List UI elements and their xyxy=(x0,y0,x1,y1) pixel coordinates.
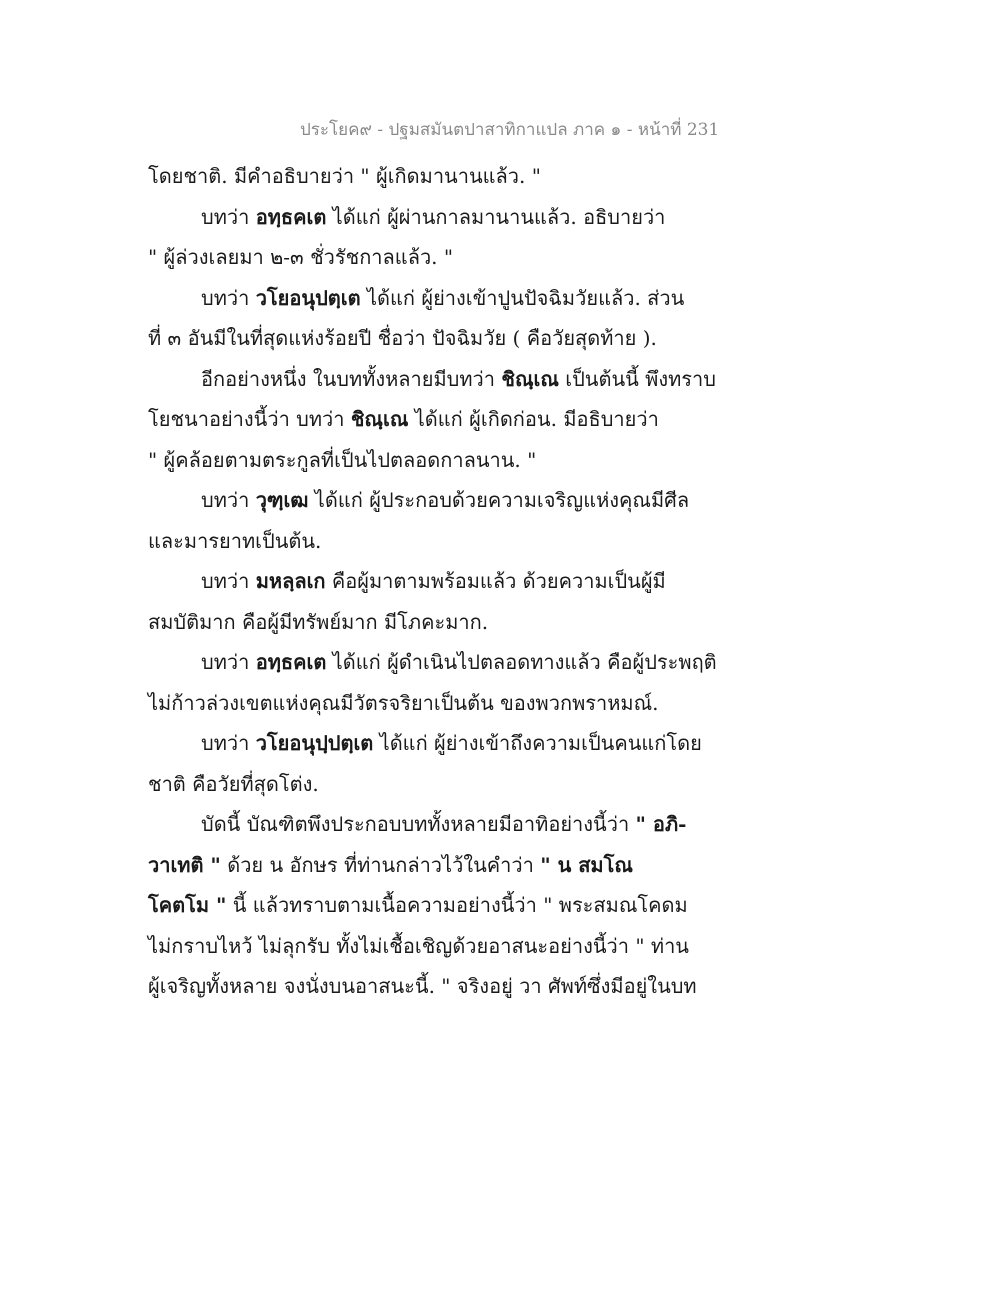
text-segment: ที่ ๓ อันมีในที่สุดแห่งร้อยปี ชื่อว่า ปัจฉิมวัย ( คือวัยสุดท้าย ). xyxy=(148,326,657,350)
text-line xyxy=(148,197,708,238)
text-segment: อีกอย่างหนึ่ง ในบททั้งหลายมีบทว่า xyxy=(201,366,502,391)
text-segment: บทว่า xyxy=(201,731,256,755)
bold-term: วาเทติ " xyxy=(148,852,221,877)
text-segment: ไม่กราบไหว้ ไม่ลุกรับ ทั้งไม่เชื้อเชิญด้วยอาสนะอย่างนี้ว่า " ท่าน xyxy=(148,933,689,958)
text-line xyxy=(148,521,708,562)
text-segment: ชาติ คือวัยที่สุดโต่ง. xyxy=(148,771,319,796)
text-segment: ได้แก่ ผู้เกิดก่อน. มีอธิบายว่า xyxy=(408,407,659,431)
text-segment: ไม่ก้าวล่วงเขตแห่งคุณมีวัตรจริยาเป็นต้น ของพวกพราหมณ์. xyxy=(148,690,659,715)
text-line xyxy=(148,602,708,643)
text-segment: บทว่า xyxy=(201,204,256,229)
text-line xyxy=(148,399,708,440)
text-line xyxy=(148,845,708,886)
text-segment: คือผู้มาตามพร้อมแล้ว ด้วยความเป็นผู้มี xyxy=(325,569,666,593)
text-line xyxy=(148,804,708,845)
text-line xyxy=(148,723,708,764)
text-line xyxy=(148,440,708,481)
text-segment: ผู้เจริญทั้งหลาย จงนั่งบนอาสนะนี้. " จริงอยู่ วา ศัพท์ซึ่งมีอยู่ในบท xyxy=(148,974,697,998)
text-segment: บทว่า xyxy=(201,650,256,674)
text-segment: " ผู้คล้อยตามตระกูลที่เป็นไปตลอดกาลนาน. " xyxy=(148,447,537,472)
running-head: ประโยค๙ - ปฐมสมันตปาสาทิกาแปล ภาค ๑ - หน้าที่ 231 xyxy=(300,120,720,140)
bold-term: อทฺธคเต xyxy=(255,204,327,229)
bold-term: วโยอนุปฺปตฺเต xyxy=(255,731,374,755)
bold-term: อทฺธคเต xyxy=(255,650,327,674)
text-segment: ได้แก่ ผู้ประกอบด้วยความเจริญแห่งคุณมีศีล xyxy=(308,488,690,512)
text-segment: โยชนาอย่างนี้ว่า บทว่า xyxy=(148,407,351,431)
text-line xyxy=(148,561,708,602)
text-line xyxy=(148,359,716,400)
text-segment: ได้แก่ ผู้ผ่านกาลมานานแล้ว. อธิบายว่า xyxy=(326,204,666,229)
text-segment: " ผู้ล่วงเลยมา ๒-๓ ชั่วรัชกาลแล้ว. " xyxy=(148,245,454,269)
bold-term: " อภิ- xyxy=(635,812,687,836)
text-segment: ด้วย น อักษร ที่ท่านกล่าวไว้ในคำว่า xyxy=(220,852,541,877)
text-segment: ได้แก่ ผู้ย่างเข้าปูนปัจฉิมวัยแล้ว. ส่วน xyxy=(360,285,685,310)
text-segment: สมบัติมาก คือผู้มีทรัพย์มาก มีโภคะมาก. xyxy=(148,609,489,634)
text-segment: และมารยาทเป็นต้น. xyxy=(148,528,322,553)
bold-term: วโยอนุปตฺเต xyxy=(255,285,361,310)
text-line xyxy=(148,683,708,724)
text-line xyxy=(148,278,708,319)
bold-term: " น สมโณ xyxy=(540,852,633,877)
text-line xyxy=(148,318,708,359)
bold-term: วุฑฺเฒ xyxy=(255,488,309,512)
text-line xyxy=(148,237,708,278)
bold-term: มหลฺลเก xyxy=(255,569,326,593)
text-line xyxy=(148,480,708,521)
text-line xyxy=(148,926,708,967)
bold-term: ชิณฺเณ xyxy=(350,407,409,431)
text-line xyxy=(148,156,708,197)
bold-term: ชิณฺเณ xyxy=(501,366,559,391)
text-segment: นี้ แล้วทราบตามเนื้อความอย่างนี้ว่า " พระสมณโคดม xyxy=(226,893,688,917)
text-segment: ได้แก่ ผู้ย่างเข้าถึงความเป็นคนแก่โดย xyxy=(373,731,702,755)
text-segment: บัดนี้ บัณฑิตพึงประกอบบททั้งหลายมีอาทิอย่างนี้ว่า xyxy=(201,812,636,836)
text-line xyxy=(148,642,717,683)
body-text xyxy=(148,156,717,1007)
text-line xyxy=(148,966,708,1007)
text-segment: โดยชาติ. มีคำอธิบายว่า " ผู้เกิดมานานแล้ว. " xyxy=(148,164,541,188)
text-segment: บทว่า xyxy=(201,569,256,593)
text-segment: เป็นต้นนี้ พึงทราบ xyxy=(558,366,716,391)
bold-term: โคตโม " xyxy=(148,893,227,917)
text-segment: ได้แก่ ผู้ดำเนินไปตลอดทางแล้ว คือผู้ประพฤติ xyxy=(326,650,717,674)
text-line xyxy=(148,764,708,805)
text-segment: บทว่า xyxy=(201,285,256,310)
text-segment: บทว่า xyxy=(201,488,256,512)
text-line xyxy=(148,885,708,926)
